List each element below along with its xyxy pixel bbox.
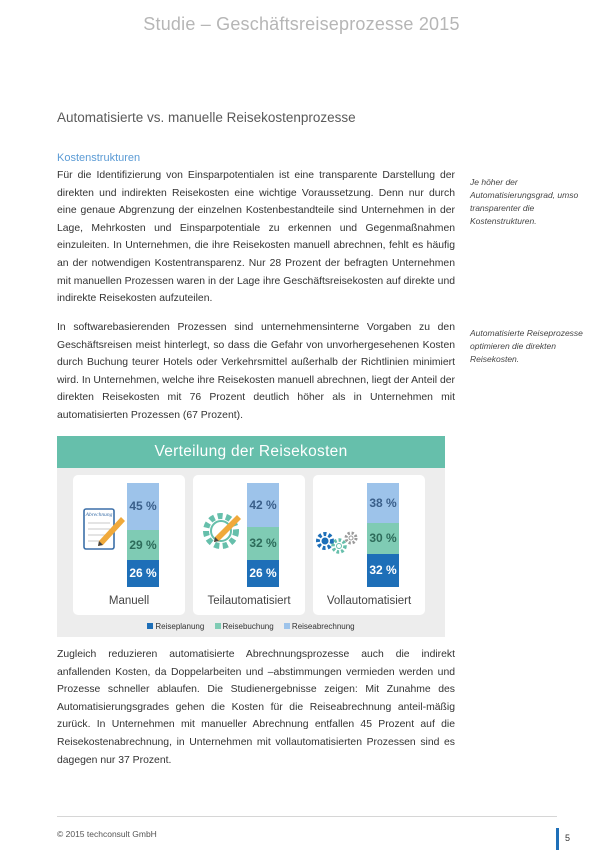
section-title: Automatisierte vs. manuelle Reisekostenprozesse — [57, 110, 356, 125]
page-marker — [556, 828, 559, 850]
legend-label: Reiseabrechnung — [291, 622, 355, 631]
gears-icon — [315, 527, 365, 557]
legend-item-reisebuchung — [215, 622, 274, 631]
legend-item-reiseplanung — [147, 622, 204, 631]
paragraph-1: Für die Identifizierung von Einsparpotentialen ist eine transparente Darstellung der direkten und indirekten Reisekosten eine wichtige Voraussetzung. Denn nur durch eine genaue Abgrenzung der einzelnen Kostenbestandteile sind Unternehmen in der Lage, Mehrkosten und Einsparpotentiale zu erkennen und Gegenmaßnahmen einzuleiten. In Unternehmen, die ihre Reisekosten manuell abrechnen, fehlt es häufig an der notwendigen Kostentransparenz. Nur 28 Prozent der befragten Unternehmen mit manuellen Prozessen waren in der Lage ihre Geschäftsreisekosten auf direkte und indirekte Reisekosten aufzuteilen. — [57, 170, 455, 305]
subsection-title: Kostenstrukturen — [57, 152, 141, 164]
category-label: Vollautomatisiert — [326, 595, 412, 607]
bar-stack-teilautomatisiert — [247, 483, 279, 587]
sidenote-2: Automatisierte Reiseprozesse optimieren die direkten Reisekosten. — [470, 328, 583, 364]
invoice-pencil-icon — [81, 507, 125, 561]
segment-reiseplanung: 32 % — [367, 554, 399, 587]
chart-legend — [57, 622, 445, 631]
card-teilautomatisiert — [193, 475, 305, 615]
card-vollautomatisiert — [313, 475, 425, 615]
legend-swatch — [215, 623, 221, 629]
legend-label: Reisebuchung — [222, 622, 274, 631]
segment-reisebuchung: 32 % — [247, 527, 279, 560]
infographic-title: Verteilung der Reisekosten — [57, 436, 445, 468]
legend-swatch — [147, 623, 153, 629]
legend-item-reiseabrechnung — [284, 622, 355, 631]
bar-stack-manuell — [127, 483, 159, 587]
legend-label: Reiseplanung — [155, 622, 205, 631]
sidenote-1: Je höher der Automatisierungsgrad, umso transparenter die Kostenstrukturen. — [470, 177, 579, 226]
paragraph-3: Zugleich reduzieren automatisierte Abrechnungsprozesse auch die indirekt anfallenden Kosten, da Doppelarbeiten und –abstimmungen vermieden werden und Prozesse schneller ablaufen. Die Studienergebnisse zeigen: Mit Zunahme des Automatisierungsgrades gehen die Kosten für die Reiseabrechnung anteil-mäßig zurück. In Unternehmen mit manueller Abrechnung entfallen 45 Prozent auf die Reisekostenabrechnung, in Unternehmen mit vollautomatisierten Prozessen sind es dagegen nur 37 Prozent. — [57, 649, 455, 766]
segment-reisebuchung: 29 % — [127, 530, 159, 560]
gear-pencil-icon — [199, 509, 245, 555]
icon-label: Abrechnung — [85, 512, 113, 518]
page-number: 5 — [565, 833, 571, 843]
legend-swatch — [284, 623, 290, 629]
segment-reiseabrechnung: 45 % — [127, 483, 159, 530]
bar-stack-vollautomatisiert — [367, 483, 399, 587]
segment-reisebuchung: 30 % — [367, 523, 399, 554]
category-label: Teilautomatisiert — [207, 595, 291, 607]
paragraph-2: In softwarebasierenden Prozessen sind unternehmensinterne Vorgaben zu den Geschäftsreisen meist hinterlegt, so dass die Gefahr von unvorhergesehenen Kosten durch Buchung teurer Hotels oder Verkehrsmittel außerhalb der Richtlinien minimiert wird. In Unternehmen, welche ihre Reisekosten manuell abrechnen, liegt der Anteil der direkten Reisekosten mit 76 Prozent deutlich höher als in Unternehmen mit automatisierten Prozessen (67 Prozent). — [57, 322, 455, 421]
footer-copyright: © 2015 techconsult GmbH — [57, 829, 157, 839]
card-manuell — [73, 475, 185, 615]
segment-reiseplanung: 26 % — [247, 560, 279, 587]
category-label: Manuell — [108, 595, 150, 607]
segment-reiseabrechnung: 42 % — [247, 483, 279, 527]
infographic — [57, 436, 445, 637]
footer-divider — [57, 816, 557, 817]
segment-reiseabrechnung: 38 % — [367, 483, 399, 523]
header-title: Studie – Geschäftsreiseprozesse 2015 — [143, 14, 460, 34]
segment-reiseplanung: 26 % — [127, 560, 159, 587]
